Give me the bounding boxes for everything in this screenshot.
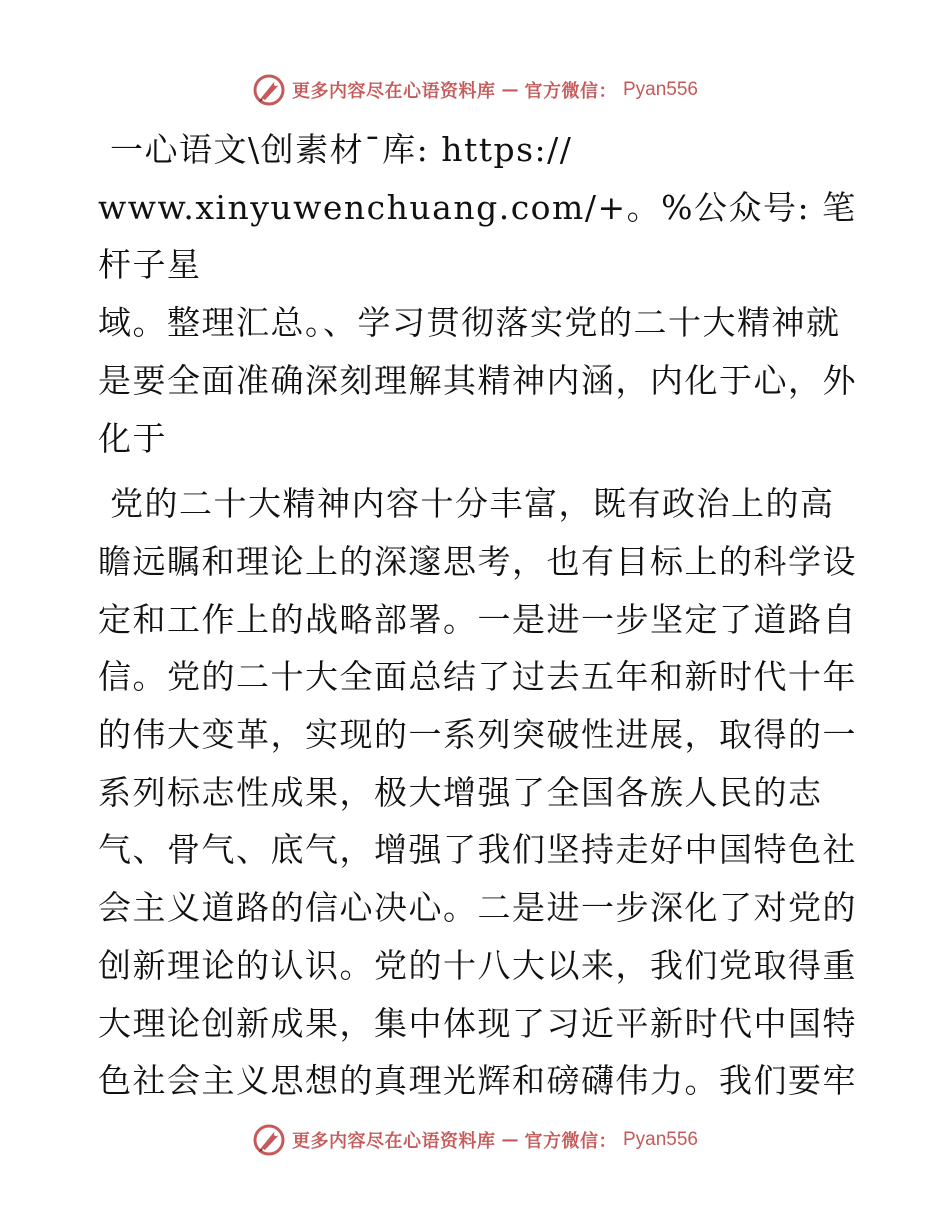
footer-banner — [0, 1120, 950, 1160]
banner-site-text: 更多内容尽在心语资料库 — [291, 81, 496, 102]
banner-wechat-label: 官方微信： — [524, 81, 617, 102]
paragraph-main: 党的二十大精神内容十分丰富，既有政治上的高 瞻远瞩和理论上的深邃思考，也有目标上的科学设 定和工作上的战略部署。一是进一步坚定了道路自 信。党的二十大全面总结了过去五年和新时代十年 的伟大变革，实现的一系列突破性进展，取得的一 系列标志性成果，极大增强了全国各族人民的志 气、骨气、底气，增强了我们坚持走好中国特色社 会主义道路的信心决心。二是进一步深化了对党的 创新理论的认识。党的十八大以来，我们党取得重 大理论创新成果，集中体现了习近平新时代中国特 色社会主义思想的真理光辉和磅礴伟力。我们要牢 — [98, 484, 857, 1101]
banner-wechat-label: 官方微信： — [524, 1131, 617, 1152]
pen-logo-icon — [252, 1123, 286, 1157]
banner-wechat-handle: Pyan556 — [622, 1129, 698, 1150]
banner-site-text: 更多内容尽在心语资料库 — [291, 1131, 496, 1152]
banner-wechat-handle: Pyan556 — [622, 79, 698, 100]
header-banner — [0, 70, 950, 110]
paragraph-intro: 一心语文\创素材¯库: https:// www.xinyuwenchuang.com/+。%公众号: 笔杆子星 域。整理汇总。、学习贯彻落实党的二十大精神就 是要全面准确深刻理解其精神内涵，内化于心，外 化于 — [98, 130, 857, 458]
banner-separator: — — [501, 80, 519, 100]
banner-separator: — — [501, 1130, 519, 1150]
document-body — [98, 121, 858, 1110]
pen-logo-icon — [252, 73, 286, 107]
